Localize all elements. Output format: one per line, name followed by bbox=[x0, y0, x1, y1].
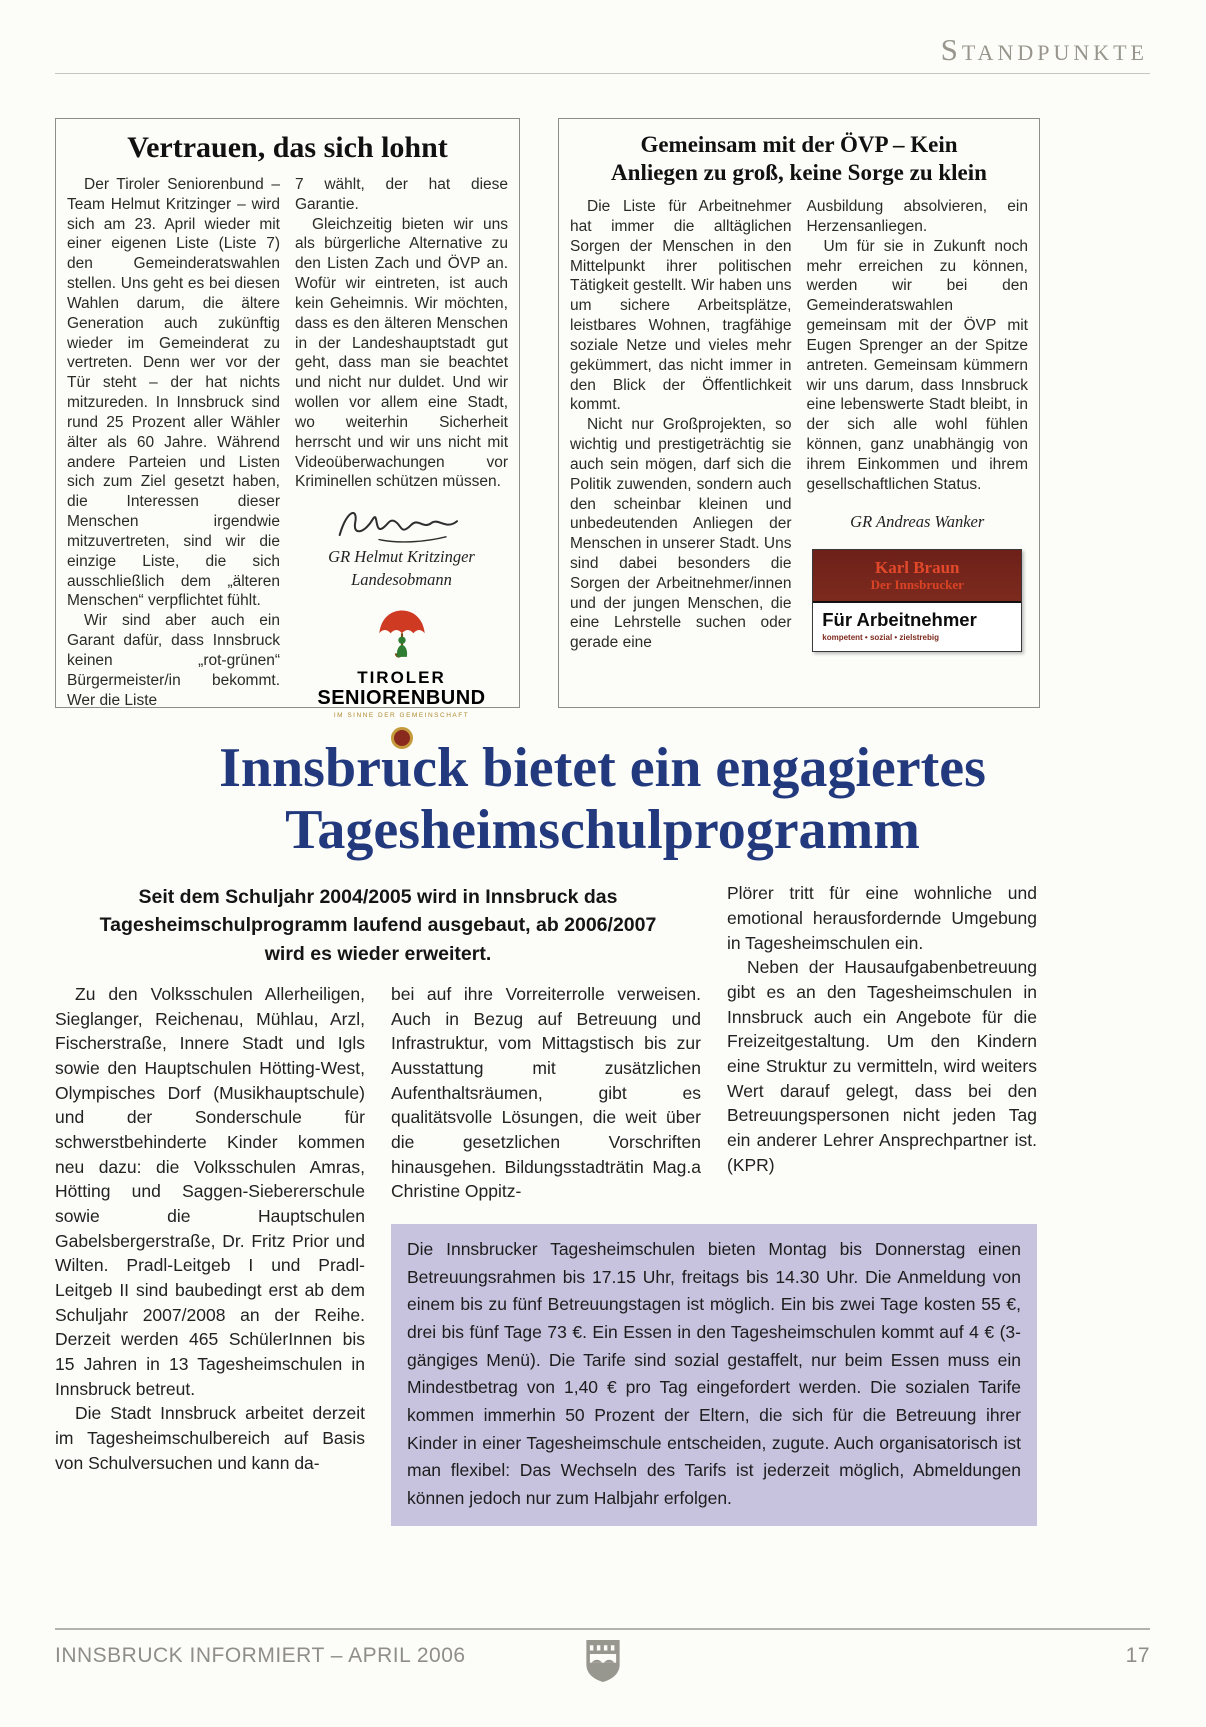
opinion-box-seniorenbund bbox=[55, 118, 520, 720]
signature-image bbox=[327, 502, 477, 546]
logo-tagline: IM SINNE DER GEMEINSCHAFT bbox=[333, 712, 470, 720]
article-column-2 bbox=[391, 982, 701, 1204]
paragraph: Wir sind aber auch ein Garant dafür, dass Innsbruck keinen „rot-grünen“ Bürgermeister/in bekommt. Wer die Liste bbox=[67, 612, 280, 709]
footer-page-number: 17 bbox=[1125, 1644, 1150, 1667]
umbrella-icon bbox=[374, 607, 430, 663]
article-intro: Seit dem Schuljahr 2004/2005 wird in Innsbruck das Tagesheimschulprogramm laufend ausgebaut, ab 2006/2007 wird es wieder erweitert. bbox=[99, 886, 657, 965]
paragraph: bei auf ihre Vorreiterrolle verweisen. Auch in Bezug auf Betreuung und Infrastruktur, vom Mittagstisch bis zur Ausstattung mit zusätzlichen Aufenthaltsräumen, gibt es qualitätsvolle Lösungen, die weit über die gesetzlichen Vorschriften hinausgehen. Bildungsstadträtin Mag.a Christine Oppitz- bbox=[391, 983, 701, 1202]
paragraph: Zu den Volksschulen Allerheiligen, Sieglanger, Reichenau, Mühlau, Arzl, Fischerstraße, Innere Stadt und Igls sowie den Hauptschulen Hötting-West, Olympisches Dorf (Musikhauptschule) und der Sonderschule für schwerstbehinderte Kinder kommen neu dazu: die Volksschulen Amras, Hötting und Saggen-Siebererschule sowie die Hauptschulen Gabelsbergerstraße, Dr. Fritz Prior und Wilten. Pradl-Leitgeb I und Pradl-Leitgeb II sind baubedingt erst ab dem Schuljahr 2007/2008 an der Reihe. Derzeit werden 465 SchülerInnen bis 15 Jahren in 13 Tagesheimschulen in Innsbruck betreut. bbox=[55, 983, 365, 1399]
karl-braun-ad bbox=[812, 549, 1022, 652]
box-title-line-1: Gemeinsam mit der ÖVP – Kein bbox=[640, 132, 958, 157]
article-column-3 bbox=[727, 881, 1037, 1204]
seniorenbund-logo bbox=[295, 607, 508, 749]
logo-line-seniorenbund: SENIORENBUND bbox=[317, 687, 486, 710]
info-box: Die Innsbrucker Tagesheimschulen bieten Montag bis Donnerstag einen Betreuungsrahmen bis 17.15 Uhr, freitags bis 14.30 Uhr. Die Anmeldung von einem bis zu fünf Betreuungstagen ist möglich. Ein bis zwei Tage kosten 55 €, drei bis fünf Tage 73 €. Ein Essen in den Tagesheimschulen kommt auf 4 € (3-gängiges Menü). Die Tarife sind sozial gestaffelt, nur beim Essen muss ein Mindestbetrag von 1,40 € pro Tag eingefordert werden. Die sozialen Tarife kommen immerhin 50 Prozent der Eltern, die sich für die Betreuung ihrer Kinder in einer Tagesheimschule entscheiden, zugute. Auch organisatorisch ist man flexibel: Das Wechseln des Tarifs ist jederzeit möglich, Abmeldungen können jedoch nur zum Halbjahr erfolgen. bbox=[391, 1224, 1037, 1526]
paragraph: Ausbildung absolvieren, ein Herzensanliegen. bbox=[806, 198, 1028, 235]
section-header: Standpunkte bbox=[940, 32, 1148, 67]
box-columns bbox=[67, 175, 508, 749]
box-title bbox=[570, 131, 1028, 187]
box-title-line-2: Anliegen zu groß, keine Sorge zu klein bbox=[611, 160, 987, 186]
paragraph: Um für sie in Zukunft noch mehr erreichen zu können, werden wir bei den Gemeinderatswahlen gemeinsam mit der ÖVP mit Eugen Sprenger an der Spitze antreten. Gemeinsam kümmern wir uns darum, dass Innsbruck eine lebenswerte Stadt bleibt, in der sich alle wohl fühlen können, ganz unabhängig von ihrem Einkommen und ihrem gesellschaftlichen Status. bbox=[806, 237, 1028, 493]
ad-body bbox=[813, 601, 1021, 651]
signature-name: GR Helmut Kritzinger bbox=[328, 547, 475, 567]
footer-magazine-title: INNSBRUCK INFORMIERT – APRIL 2006 bbox=[55, 1644, 466, 1667]
city-crest-icon bbox=[582, 1638, 624, 1690]
signature-role: Landesobmann bbox=[351, 569, 452, 589]
paragraph: Nicht nur Großprojekten, so wichtig und prestigeträchtig sie auch sein mögen, darf sich die Politik zuwenden, sondern auch den scheinbar kleinen und unbedeutenden Anliegen der Menschen in unserer Stadt. Uns sind dabei besonders die Sorgen der Arbeitnehmer/innen und der jungen Menschen, die eine Lehrstelle suchen oder gerade eine bbox=[570, 416, 792, 652]
paragraph: Plörer tritt für eine wohnliche und emotional herausfordernde Umgebung in Tagesheimschulen ein. bbox=[727, 883, 1037, 953]
header-rule bbox=[55, 73, 1150, 74]
left-box-column-1 bbox=[67, 175, 280, 749]
paragraph: Der Tiroler Seniorenbund – Team Helmut Kritzinger – wird sich am 23. April wieder mit einer eigenen Liste (Liste 7) den Gemeinderatswahlen stellen. Uns geht es bei diesen Wahlen darum, die ältere Generation auch zukünftig wieder im Gemeinderat zu vertreten. Denn wer vor der Tür steht – der hat nichts mitzureden. In Innsbruck sind rund 25 Prozent aller Wähler älter als 60 Jahre. Während andere Parteien und Listen sich zum Ziel gesetzt haben, die Interessen dieser Menschen irgendwie mitzuvertreten, sind wir die einzige Liste, die sich ausschließlich dem „älteren Menschen“ verpflichtet fühlt. bbox=[67, 176, 280, 610]
opinion-boxes-row bbox=[55, 118, 1150, 720]
paragraph: Die Stadt Innsbruck arbeitet derzeit im Tagesheimschulbereich auf Basis von Schulversuchen und kann da- bbox=[55, 1403, 365, 1473]
paragraph: 7 wählt, der hat diese Garantie. bbox=[295, 176, 508, 213]
article-body bbox=[55, 881, 1037, 1526]
ad-tagline: kompetent • sozial • zielstrebig bbox=[822, 633, 939, 643]
article-headline bbox=[55, 738, 1150, 861]
logo-line-tiroler: TIROLER bbox=[357, 667, 446, 687]
right-box-column-2 bbox=[807, 197, 1029, 653]
headline-line-1: Innsbruck bietet ein engagiertes bbox=[219, 737, 986, 799]
ad-subtitle: Der Innsbrucker bbox=[870, 577, 964, 593]
ad-header bbox=[813, 550, 1021, 601]
ad-name: Karl Braun bbox=[874, 557, 960, 577]
ad-claim: Für Arbeitnehmer bbox=[822, 609, 977, 631]
right-box-column-1 bbox=[570, 197, 792, 653]
signature-name: GR Andreas Wanker bbox=[850, 511, 985, 531]
paragraph: Neben der Hausaufgabenbetreuung gibt es an den Tagesheimschulen in Innsbruck auch ein Angebote für die Freizeitgestaltung. Um den Kindern eine Struktur zu vermitteln, wird weiters Wert darauf gelegt, dass bei den Betreuungspersonen nicht jeden Tag ein anderer Lehrer Ansprechpartner ist. (KPR) bbox=[727, 957, 1037, 1175]
paragraph: Gleichzeitig bieten wir uns als bürgerliche Alternative zu den Listen Zach und ÖVP an. Wofür wir eintreten, ist auch kein Geheimnis. Wir möchten, dass es den älteren Menschen in der Landeshauptstadt gut geht, dass man sie beachtet und nicht nur duldet. Und wir wollen vor allem eine Stadt, wo weiterhin Sicherheit herrscht und wir uns nicht mit Videoüberwachungen vor Kriminellen schützen müssen. bbox=[295, 215, 508, 491]
box-columns bbox=[570, 197, 1028, 653]
headline-line-2: Tagesheimschulprogramm bbox=[285, 798, 920, 861]
opinion-box-arbeitnehmer bbox=[558, 118, 1040, 708]
left-box-column-2 bbox=[295, 175, 508, 749]
signature-block bbox=[295, 502, 508, 591]
page-footer bbox=[55, 1628, 1150, 1668]
box-title: Vertrauen, das sich lohnt bbox=[127, 131, 448, 164]
article-column-1 bbox=[55, 982, 365, 1526]
paragraph: Die Liste für Arbeitnehmer hat immer die alltäglichen Sorgen der Menschen in den Mittelpunkt ihrer politischen Tätigkeit gestellt. Wir haben uns um sichere Arbeitsplätze, leistbares Wohnen, tragfähige soziale Netze und vieles mehr gekümmert, das nicht immer in den Blick der Öffentlichkeit kommt. bbox=[570, 198, 792, 414]
